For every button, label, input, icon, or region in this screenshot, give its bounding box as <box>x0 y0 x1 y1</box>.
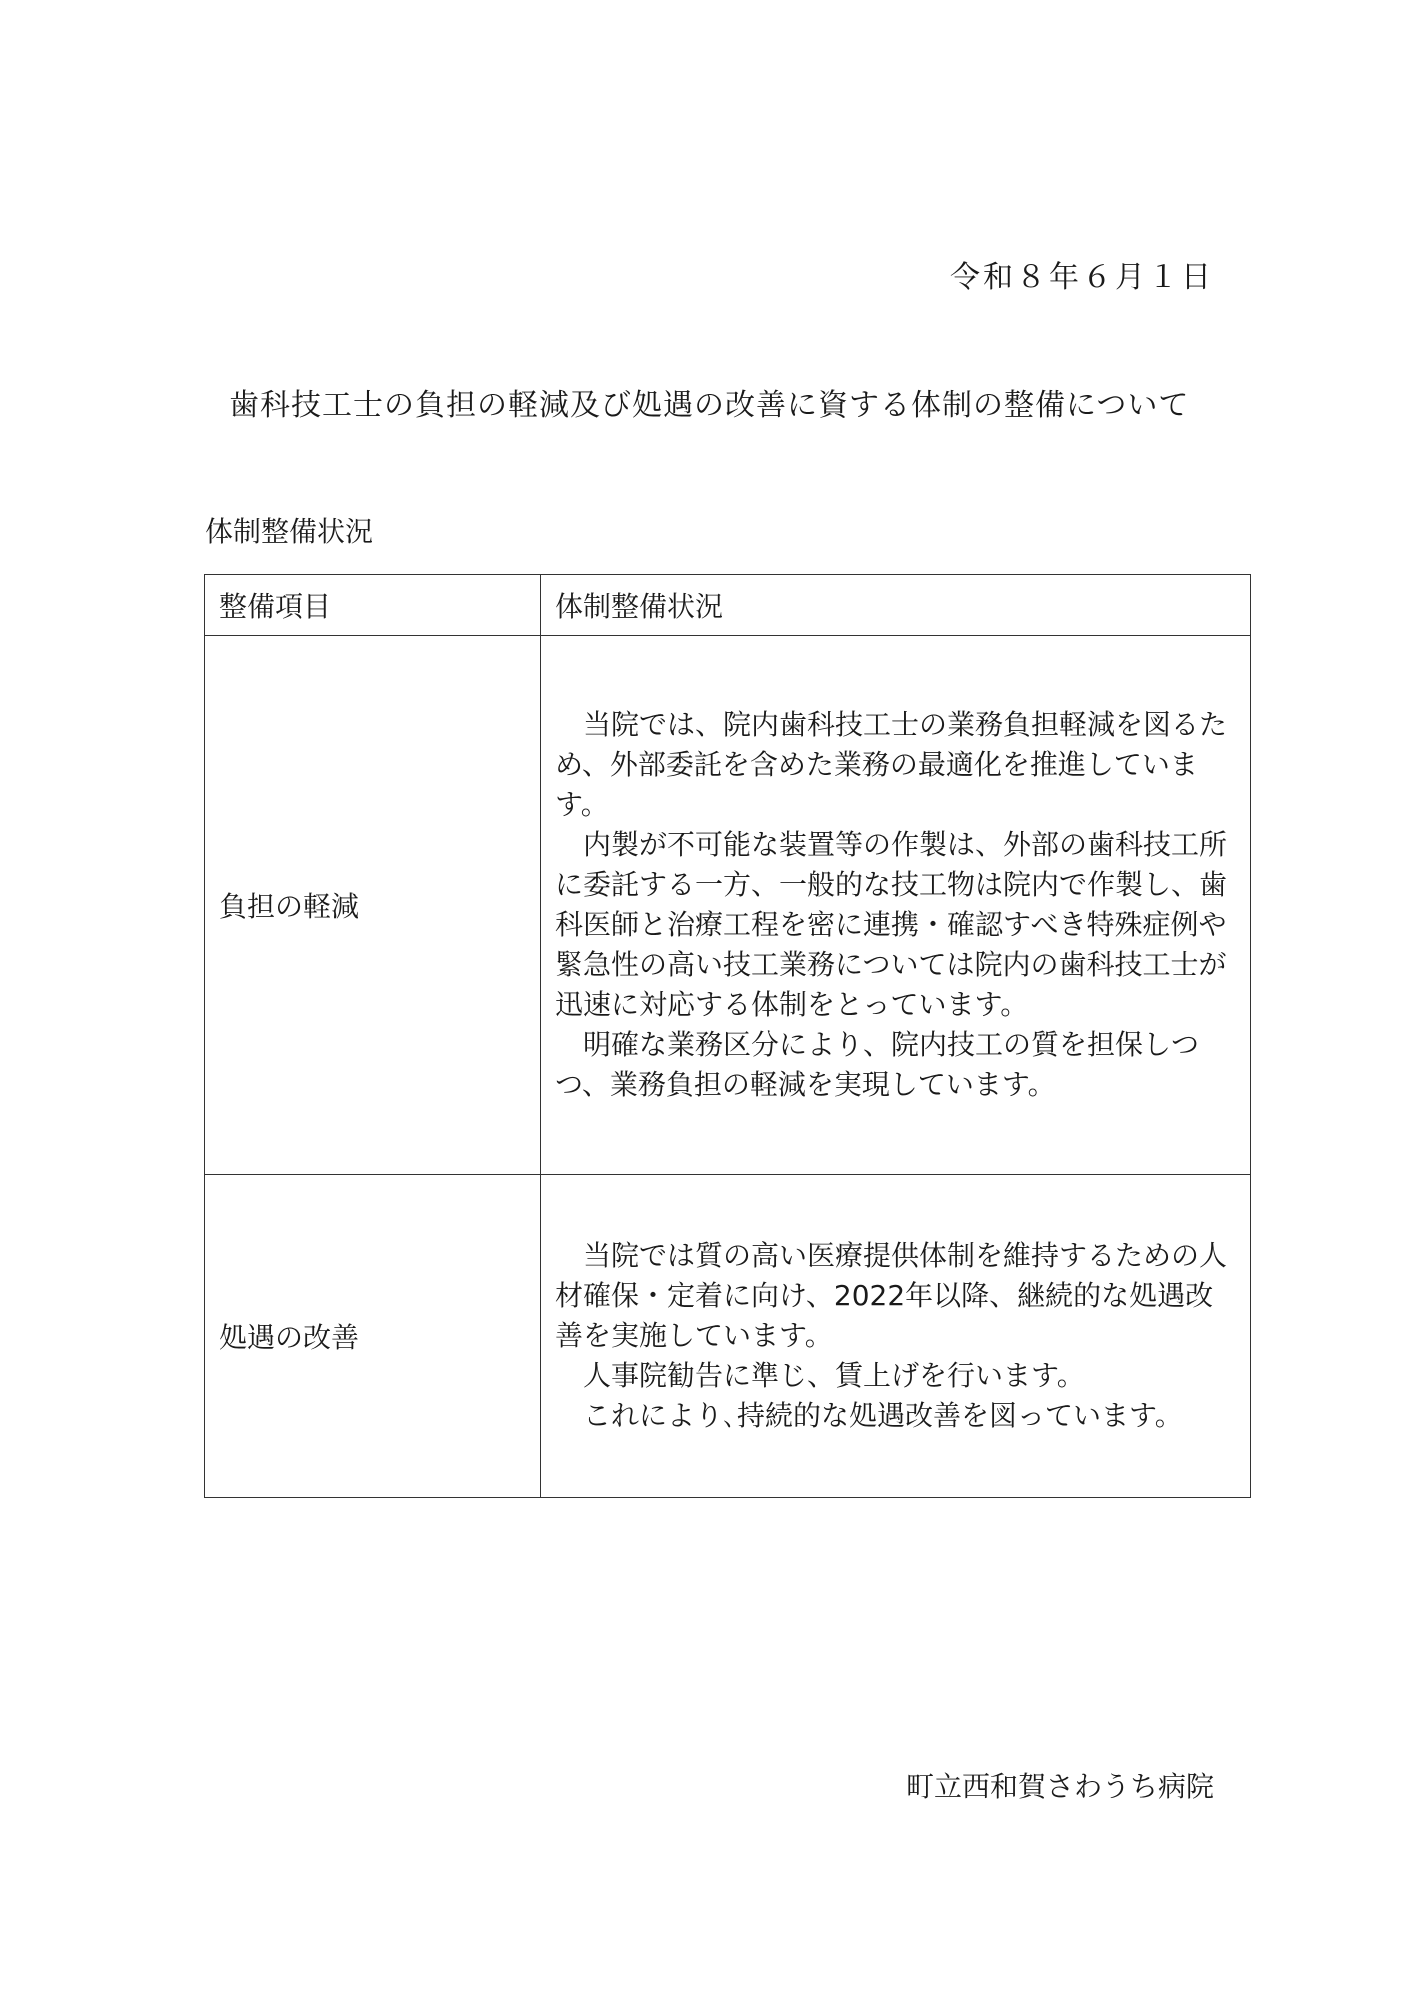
paragraph: 当院では質の高い医療提供体制を維持するための人材確保・定着に向け、2022年以降、継続的な処遇改善を実施しています。 <box>555 1239 1228 1352</box>
paragraph: これにより､持続的な処遇改善を図っています。 <box>583 1399 1183 1432</box>
table-row <box>205 1175 1251 1498</box>
organization-signature: 町立西和賀さわうち病院 <box>905 1770 1214 1803</box>
section-label: 体制整備状況 <box>205 515 374 548</box>
header-item: 整備項目 <box>205 575 541 636</box>
table-row <box>205 636 1251 1175</box>
table-header-row <box>205 575 1251 636</box>
paragraph: 人事院勧告に準じ、賃上げを行います。 <box>583 1359 1085 1392</box>
paragraph: 内製が不可能な装置等の作製は、外部の歯科技工所に委託する一方、一般的な技工物は院内で作製し、歯科医師と治療工程を密に連携・確認すべき特殊症例や緊急性の高い技工業務については院内の歯科技工士が迅速に対応する体制をとっています。 <box>555 828 1228 1021</box>
paragraph: 当院では、院内歯科技工士の業務負担軽減を図るため、外部委託を含めた業務の最適化を推進しています。 <box>555 708 1228 821</box>
row-item-treatment: 処遇の改善 <box>205 1175 541 1498</box>
paragraph: 明確な業務区分により、院内技工の質を担保しつつ、業務負担の軽減を実現しています。 <box>555 1028 1200 1101</box>
row-item-burden: 負担の軽減 <box>205 636 541 1175</box>
document-title: 歯科技工士の負担の軽減及び処遇の改善に資する体制の整備について <box>229 388 1190 423</box>
status-table <box>204 574 1251 1498</box>
row-content-burden <box>541 636 1251 1175</box>
document-date: 令和８年６月１日 <box>950 260 1214 295</box>
row-content-treatment <box>541 1175 1251 1498</box>
header-status: 体制整備状況 <box>541 575 1251 636</box>
